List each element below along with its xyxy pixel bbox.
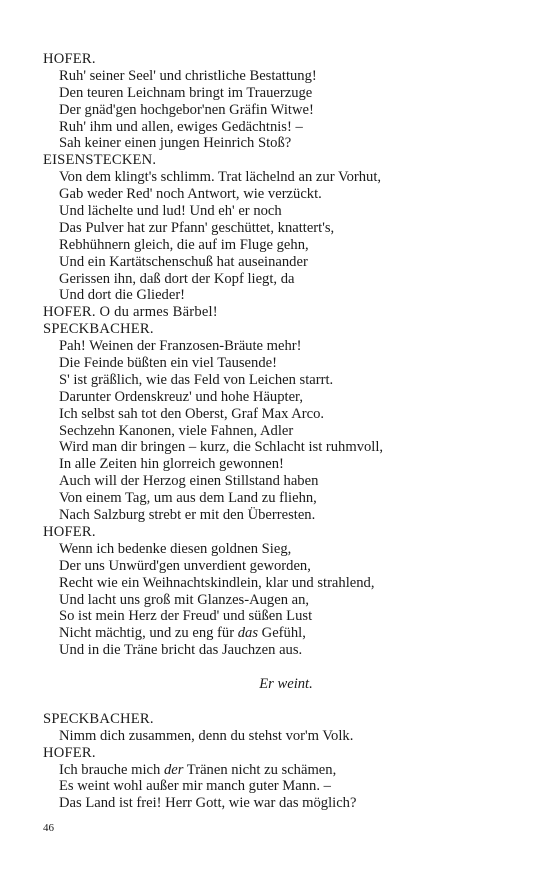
- blank-line: [43, 693, 513, 711]
- line-text: Er weint.: [259, 675, 313, 692]
- line-text: Ich selbst sah tot den Oberst, Graf Max Arco.: [59, 405, 325, 422]
- line-text: Sah keiner einen jungen Heinrich Stoß?: [59, 135, 292, 152]
- verse-line: [43, 135, 513, 152]
- line-text: Die Feinde büßten ein viel Tausende!: [59, 355, 277, 372]
- verse-line: [43, 338, 513, 355]
- verse-line: [43, 169, 513, 186]
- verse-line: [43, 439, 513, 456]
- speaker-line: [43, 711, 513, 728]
- speaker-line: [43, 304, 513, 321]
- verse-line: [43, 423, 513, 440]
- line-text: Von dem klingt's schlimm. Trat lächelnd an zur Vorhut,: [59, 169, 382, 186]
- verse-line: [43, 642, 513, 659]
- verse-line: [43, 575, 513, 592]
- line-text: HOFER.: [43, 523, 96, 540]
- line-text-continued: Gefühl,: [258, 625, 306, 642]
- verse-line: [43, 287, 513, 304]
- line-text: Den teuren Leichnam bringt im Trauerzuge: [59, 84, 313, 101]
- line-text: HOFER. O du armes Bärbel!: [43, 304, 218, 321]
- line-text: Auch will der Herzog einen Stillstand haben: [59, 473, 319, 490]
- line-text: Ich brauche mich: [59, 761, 164, 778]
- line-text: Das Pulver hat zur Pfann' geschüttet, knattert's,: [59, 219, 335, 236]
- verse-line: [43, 237, 513, 254]
- line-text: Sechzehn Kanonen, viele Fahnen, Adler: [59, 422, 294, 439]
- line-text: Wenn ich bedenke diesen goldnen Sieg,: [59, 540, 292, 557]
- line-text: HOFER.: [43, 744, 96, 761]
- line-text: HOFER.: [43, 51, 96, 67]
- line-text: Darunter Ordenskreuz' und hohe Häupter,: [59, 388, 303, 405]
- verse-line: [43, 592, 513, 609]
- verse-line: [43, 541, 513, 558]
- line-text: Rebhühnern gleich, die auf im Fluge gehn,: [59, 236, 309, 253]
- line-text: Recht wie ein Weihnachtskindlein, klar und strahlend,: [59, 574, 375, 591]
- verse-line: [43, 85, 513, 102]
- speaker-line: [43, 152, 513, 169]
- line-text: So ist mein Herz der Freud' und süßen Lust: [59, 608, 313, 625]
- line-text: Und lacht uns groß mit Glanzes-Augen an,: [59, 591, 310, 608]
- line-text: SPECKBACHER.: [43, 321, 154, 338]
- line-text: Und in die Träne bricht das Jauchzen aus.: [59, 642, 303, 659]
- verse-line: [43, 456, 513, 473]
- verse-line: [43, 220, 513, 237]
- emphasized-word: das: [237, 625, 259, 642]
- stage-direction: [43, 676, 513, 693]
- verse-line: [43, 625, 513, 642]
- verse-line: [43, 186, 513, 203]
- verse-line: [43, 254, 513, 271]
- line-text: Nach Salzburg strebt er mit den Überresten.: [59, 507, 316, 524]
- line-text: Ruh' seiner Seel' und christliche Bestattung!: [59, 67, 317, 84]
- verse-line: [43, 68, 513, 85]
- verse-line: [43, 355, 513, 372]
- verse-line: [43, 389, 513, 406]
- line-text: Das Land ist frei! Herr Gott, wie war das möglich?: [59, 795, 357, 812]
- verse-line: [43, 372, 513, 389]
- verse-line: [43, 119, 513, 136]
- line-text: Und dort die Glieder!: [59, 287, 186, 304]
- line-text: S' ist gräßlich, wie das Feld von Leichen starrt.: [59, 371, 334, 388]
- line-text: Es weint wohl außer mir manch guter Mann. –: [59, 778, 331, 795]
- verse-line: [43, 203, 513, 220]
- verse-line: [43, 102, 513, 119]
- line-text: EISENSTECKEN.: [43, 152, 157, 169]
- line-text: Nicht mächtig, und zu eng für: [59, 625, 238, 642]
- line-text: Pah! Weinen der Franzosen-Bräute mehr!: [59, 338, 302, 355]
- speaker-line: [43, 524, 513, 541]
- line-text: Wird man dir bringen – kurz, die Schlacht ist ruhmvoll,: [59, 439, 384, 456]
- verse-line: [43, 490, 513, 507]
- blank-line: [43, 659, 513, 676]
- speaker-line: [43, 51, 513, 68]
- verse-line: [43, 608, 513, 625]
- line-text: SPECKBACHER.: [43, 710, 154, 727]
- line-text: Ruh' ihm und allen, ewiges Gedächtnis! –: [59, 118, 303, 135]
- line-text: Gerissen ihn, daß dort der Kopf liegt, da: [59, 270, 295, 287]
- verse-line: [43, 778, 513, 795]
- verse-line: [43, 507, 513, 524]
- verse-line: [43, 473, 513, 490]
- verse-line: [43, 271, 513, 288]
- speaker-line: [43, 745, 513, 762]
- emphasized-word: der: [163, 761, 184, 778]
- line-text: Von einem Tag, um aus dem Land zu fliehn,: [59, 490, 317, 507]
- verse-line: [43, 762, 513, 779]
- line-text: In alle Zeiten hin glorreich gewonnen!: [59, 456, 284, 473]
- line-text: Und ein Kartätschenschuß hat auseinander: [59, 253, 308, 270]
- line-text: Der gnäd'gen hochgebor'nen Gräfin Witwe!: [59, 101, 314, 118]
- line-text: Gab weder Red' noch Antwort, wie verzückt.: [59, 186, 322, 203]
- drama-text: [43, 51, 513, 812]
- speaker-line: [43, 321, 513, 338]
- line-text: Nimm dich zusammen, denn du stehst vor'm Volk.: [59, 727, 354, 744]
- page-number: 46: [43, 822, 54, 834]
- verse-line: [43, 558, 513, 575]
- line-text-continued: Tränen nicht zu schämen,: [183, 761, 337, 778]
- line-text: Und lächelte und lud! Und eh' er noch: [59, 203, 282, 220]
- line-text: Der uns Unwürd'gen unverdient geworden,: [59, 557, 311, 574]
- verse-line: [43, 728, 513, 745]
- verse-line: [43, 795, 513, 812]
- verse-line: [43, 406, 513, 423]
